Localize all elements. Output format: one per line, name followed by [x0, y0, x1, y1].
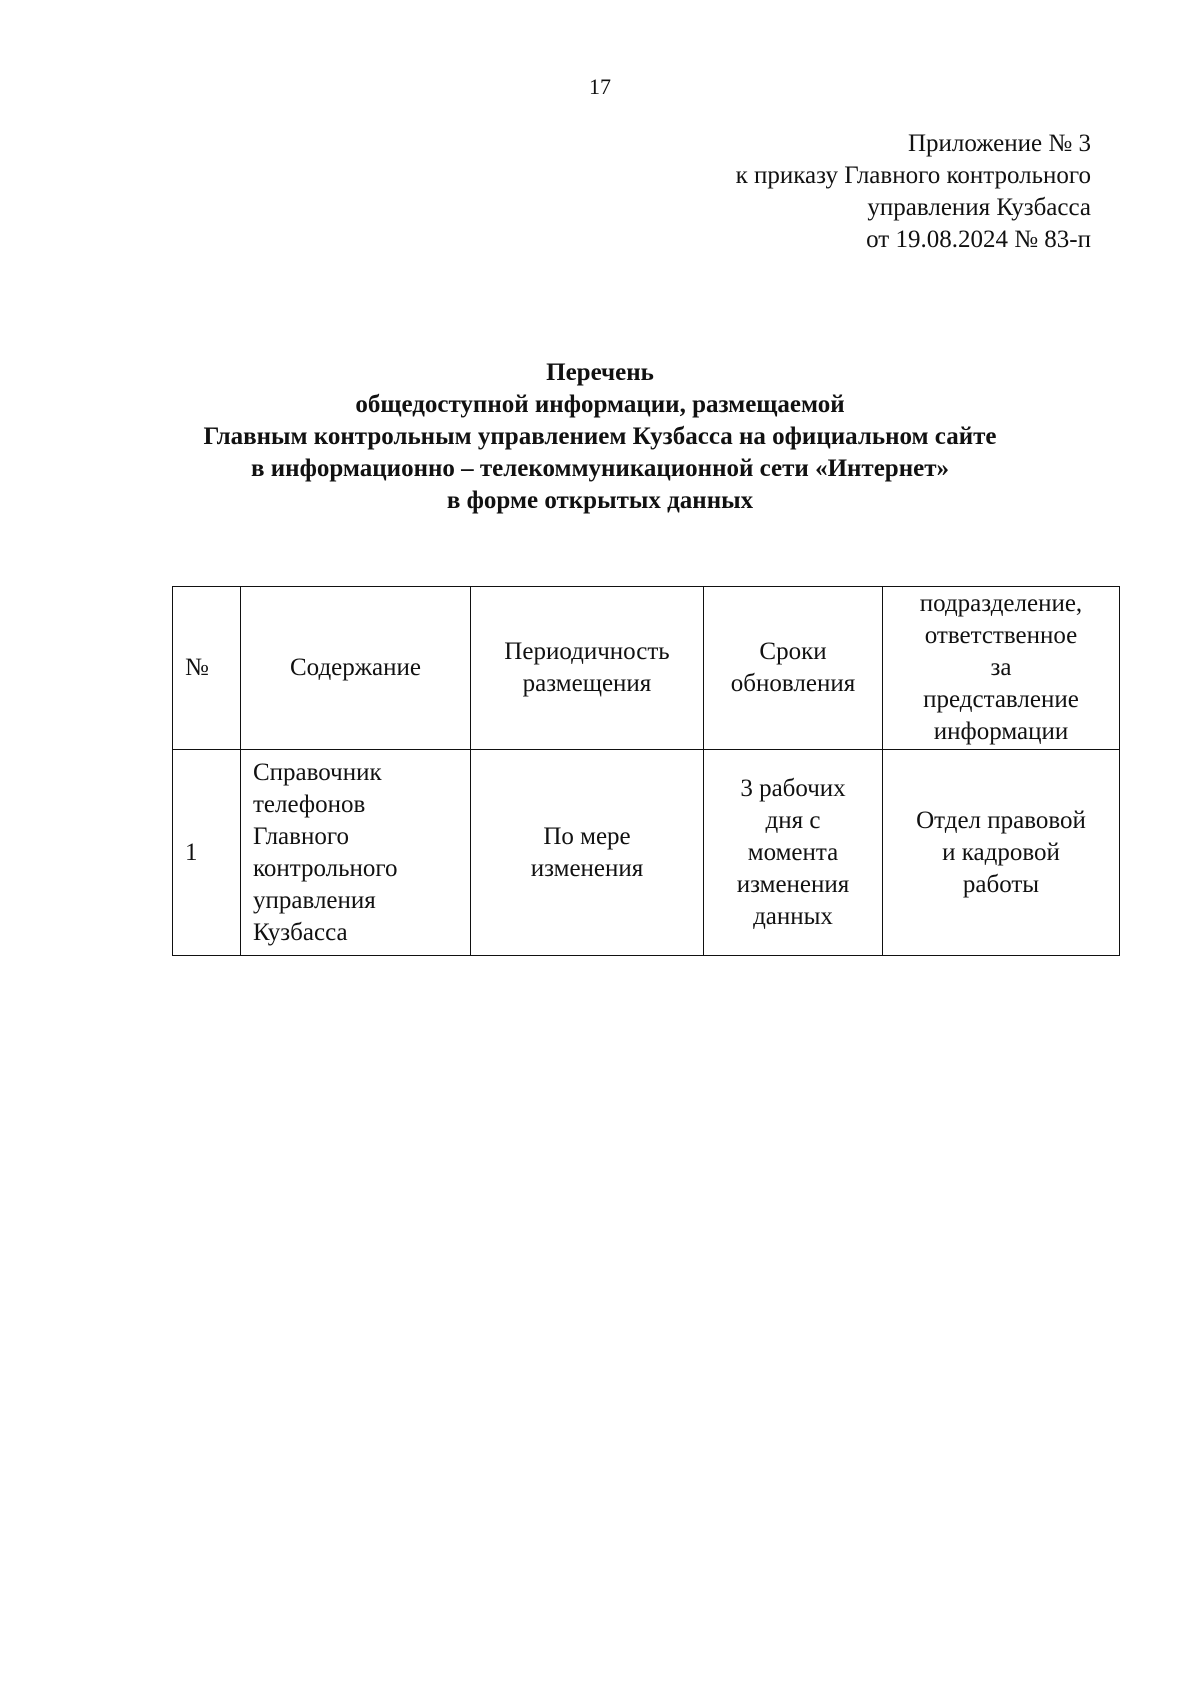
title-line: Главным контрольным управлением Кузбасса на официальном сайте: [203, 423, 997, 450]
row-update-terms: [704, 750, 883, 956]
appendix-line: к приказу Главного контрольного: [735, 162, 1091, 189]
header-dept-line: информации: [933, 718, 1069, 745]
row-terms-line: данных: [753, 902, 833, 930]
header-periodicity: [471, 587, 704, 750]
header-content: Содержание: [241, 587, 471, 750]
appendix-line: от 19.08.2024 № 83-п: [866, 226, 1091, 253]
row-content-line: Главного: [253, 822, 349, 850]
title-line: в форме открытых данных: [446, 487, 754, 514]
row-dept-line: работы: [962, 870, 1040, 898]
row-terms-line: изменения: [736, 870, 850, 898]
row-periodicity-line: По мере: [543, 822, 631, 850]
appendix-line: управления Кузбасса: [867, 194, 1091, 221]
header-periodicity-line: размещения: [522, 670, 652, 697]
row-num: 1: [173, 750, 241, 956]
header-dept-line: представление: [923, 686, 1079, 713]
row-content-line: Справочник: [253, 758, 382, 786]
document-title: [0, 357, 1200, 517]
row-content: [241, 750, 471, 956]
header-terms-line: Сроки: [759, 638, 827, 665]
header-num: №: [173, 587, 241, 750]
row-dept-line: и кадровой: [942, 838, 1060, 866]
table-row: [173, 750, 1120, 956]
title-line: общедоступной информации, размещаемой: [355, 391, 845, 418]
row-periodicity-line: изменения: [530, 854, 644, 882]
appendix-header: [736, 128, 1091, 256]
row-periodicity: [471, 750, 704, 956]
header-dept-line: за: [990, 654, 1012, 681]
row-terms-line: момента: [747, 838, 839, 866]
header-update-terms: [704, 587, 883, 750]
row-content-line: контрольного: [253, 854, 398, 882]
page-number: 17: [589, 74, 611, 99]
table-header-row: [173, 587, 1120, 750]
title-line: Перечень: [546, 359, 654, 386]
row-responsible-unit: [883, 750, 1120, 956]
header-dept-line: подразделение,: [919, 590, 1083, 617]
header-dept-line: ответственное: [924, 622, 1078, 649]
row-content-line: Кузбасса: [253, 918, 348, 946]
open-data-table: [172, 586, 1120, 956]
row-terms-line: дня с: [765, 806, 821, 834]
row-content-line: телефонов: [253, 790, 366, 818]
row-content-line: управления: [253, 886, 376, 914]
row-dept-line: Отдел правовой: [916, 806, 1086, 834]
header-responsible-unit: [883, 587, 1120, 750]
header-periodicity-line: Периодичность: [504, 638, 670, 665]
appendix-line: Приложение № 3: [907, 130, 1091, 157]
row-terms-line: 3 рабочих: [740, 774, 846, 802]
title-line: в информационно – телекоммуникационной сети «Интернет»: [251, 455, 949, 482]
header-terms-line: обновления: [730, 670, 856, 697]
